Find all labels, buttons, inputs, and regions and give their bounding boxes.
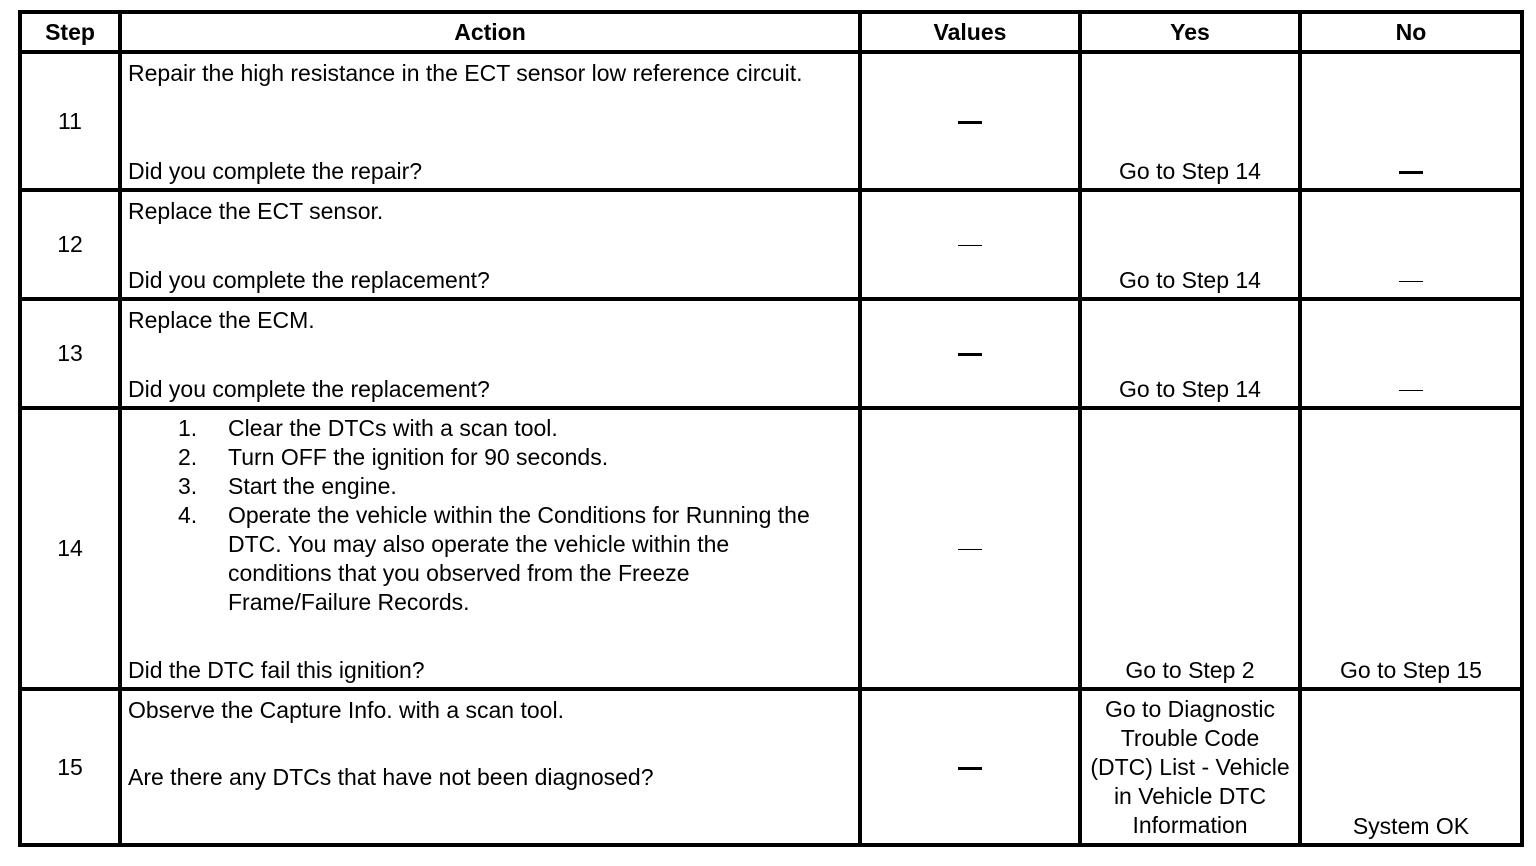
list-item-text: Turn OFF the ignition for 90 seconds. [228,444,609,470]
action-cell [120,52,860,190]
list-item-number: 1. [178,415,198,441]
dash-mark [958,767,982,770]
dtc-list-link[interactable]: Go to Diagnostic Trouble Code (DTC) List - Vehicle in Vehicle DTC Information [1090,696,1290,838]
action-question: Did you complete the repair? [128,158,423,184]
list-item [128,501,852,617]
dash-mark [1399,281,1423,282]
action-question: Are there any DTCs that have not been diagnosed? [128,764,654,790]
list-item [128,414,852,443]
step-number: 15 [20,689,120,845]
header-yes: Yes [1080,12,1300,52]
dash-mark [1399,390,1423,391]
values-cell [860,408,1080,689]
action-description: Repair the high resistance in the ECT sensor low reference circuit. [128,60,803,86]
action-cell [120,299,860,408]
table-row [20,52,1522,190]
diagnostic-steps-table [18,10,1524,847]
header-step: Step [20,12,120,52]
action-description: Replace the ECM. [128,307,315,333]
list-item [128,472,852,501]
list-item-number: 3. [178,473,198,499]
yes-cell: Go to Step 14 [1080,299,1300,408]
action-cell [120,689,860,845]
no-cell [1300,190,1522,299]
values-cell [860,689,1080,845]
action-cell [120,190,860,299]
procedure-list [128,410,852,617]
dash-mark [958,549,982,550]
yes-cell [1080,689,1300,845]
no-cell [1300,52,1522,190]
values-cell [860,190,1080,299]
header-row [20,12,1522,52]
step-number: 14 [20,408,120,689]
action-description: Replace the ECT sensor. [128,198,384,224]
yes-cell: Go to Step 14 [1080,190,1300,299]
list-item-number: 4. [178,502,198,528]
step-number: 11 [20,52,120,190]
action-question: Did you complete the replacement? [128,376,490,402]
action-description: Observe the Capture Info. with a scan tool. [128,697,564,723]
list-item-text: Start the engine. [228,473,397,499]
list-item-number: 2. [178,444,198,470]
values-cell [860,52,1080,190]
no-cell [1300,299,1522,408]
table-row [20,689,1522,845]
dash-mark [958,245,982,246]
list-item-text: Operate the vehicle within the Conditions for Running the DTC. You may also operate the vehicle within the conditions that you observed from the Freeze Frame/Failure Records. [228,502,810,615]
action-question: Did the DTC fail this ignition? [128,657,425,683]
yes-cell: Go to Step 14 [1080,52,1300,190]
values-cell [860,299,1080,408]
step-number: 13 [20,299,120,408]
list-item [128,443,852,472]
list-item-text: Clear the DTCs with a scan tool. [228,415,558,441]
dash-mark [958,353,982,356]
dash-mark [1399,171,1423,174]
yes-cell: Go to Step 2 [1080,408,1300,689]
table-row [20,299,1522,408]
table-row [20,408,1522,689]
no-cell: Go to Step 15 [1300,408,1522,689]
action-question: Did you complete the replacement? [128,267,490,293]
dash-mark [958,121,982,124]
header-no: No [1300,12,1522,52]
table-row [20,190,1522,299]
no-cell: System OK [1300,689,1522,845]
action-cell [120,408,860,689]
header-values: Values [860,12,1080,52]
step-number: 12 [20,190,120,299]
header-action: Action [120,12,860,52]
